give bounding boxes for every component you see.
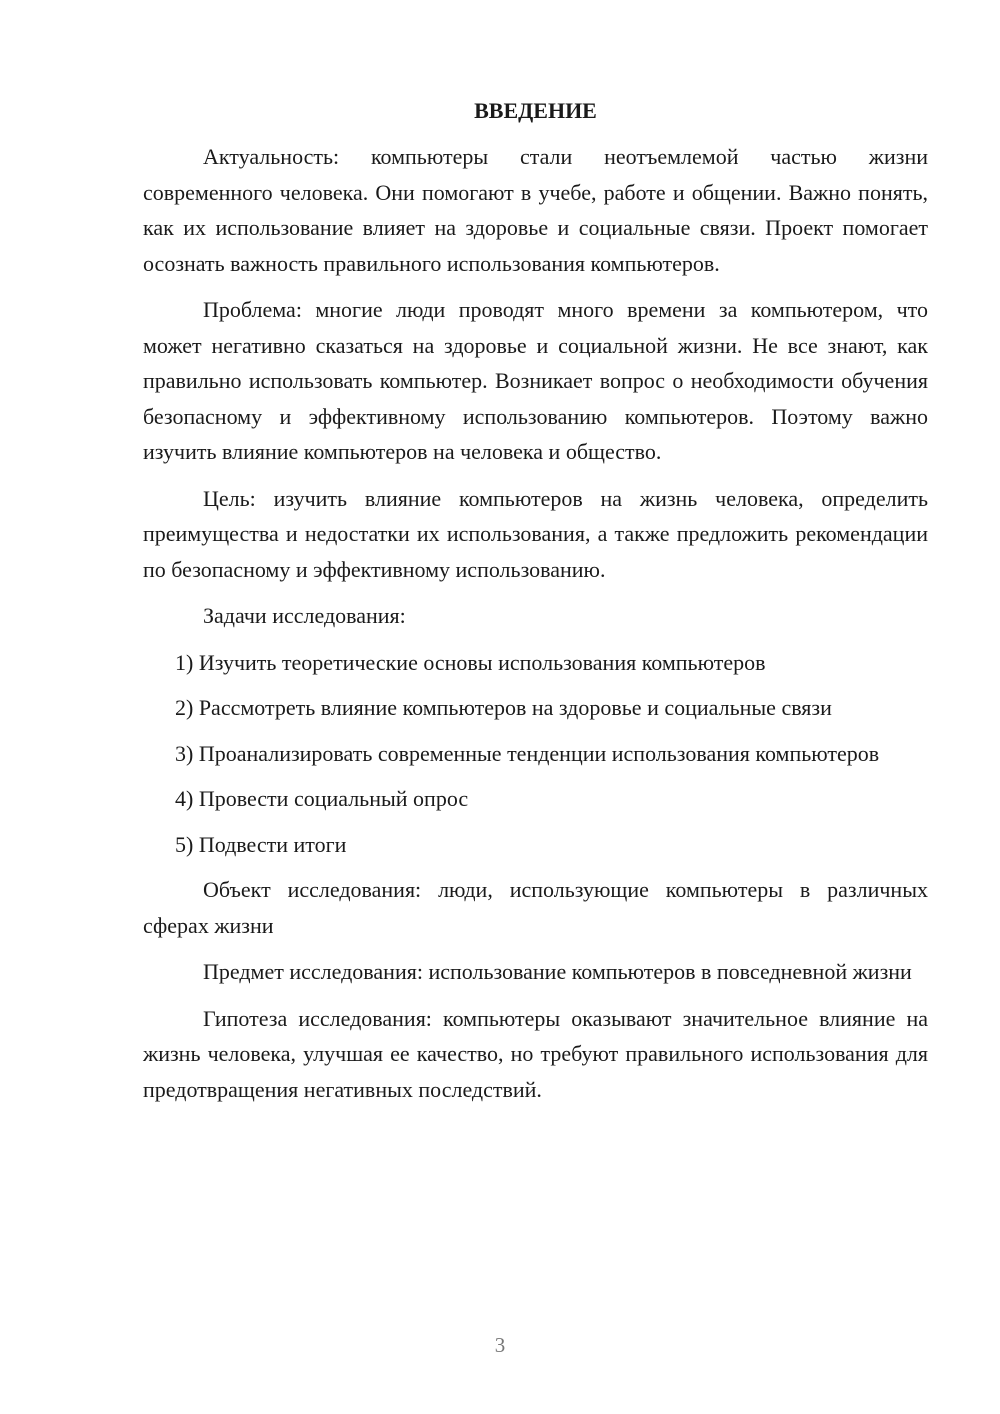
- task-item-5: 5) Подвести итоги: [175, 831, 347, 857]
- goal-paragraph: Цель: изучить влияние компьютеров на жизнь человека, определить преимущества и недостатки их использования, а также предложить рекомендации по безопасному и эффективному использованию.: [143, 485, 928, 582]
- task-item-3: 3) Проанализировать современные тенденции использования компьютеров: [175, 740, 880, 766]
- hypothesis-paragraph: Гипотеза исследования: компьютеры оказывают значительное влияние на жизнь человека, улучшая ее качество, но требуют правильного использования для предотвращения негативных последствий.: [143, 1005, 928, 1102]
- task-item-4: 4) Провести социальный опрос: [175, 786, 469, 811]
- page-number: 3: [494, 1333, 506, 1357]
- tasks-heading: Задачи исследования:: [203, 603, 406, 628]
- object-paragraph: Объект исследования: люди, использующие компьютеры в различных сферах жизни: [143, 877, 928, 938]
- section-heading: ВВЕДЕНИЕ: [474, 98, 597, 123]
- page-content: [143, 93, 928, 1107]
- task-item-2: 2) Рассмотреть влияние компьютеров на здоровье и социальные связи: [175, 695, 832, 720]
- relevance-paragraph: Актуальность: компьютеры стали неотъемлемой частью жизни современного человека. Они помогают в учебе, работе и общении. Важно понять, как их использование влияет на здоровье и социальные связи. Проект помогает осознать важность правильного использования компьютеров.: [143, 144, 928, 276]
- problem-paragraph: Проблема: многие люди проводят много времени за компьютером, что может негативно сказаться на здоровье и социальной жизни. Не все знают, как правильно использовать компьютер. Возникает вопрос о необходимости обучения безопасному и эффективному использованию компьютеров. Поэтому важно изучить влияние компьютеров на человека и общество.: [143, 297, 928, 464]
- task-item-1: 1) Изучить теоретические основы использования компьютеров: [175, 649, 766, 675]
- tasks-list: [143, 645, 928, 863]
- subject-paragraph: Предмет исследования: использование компьютеров в повседневной жизни: [203, 959, 912, 984]
